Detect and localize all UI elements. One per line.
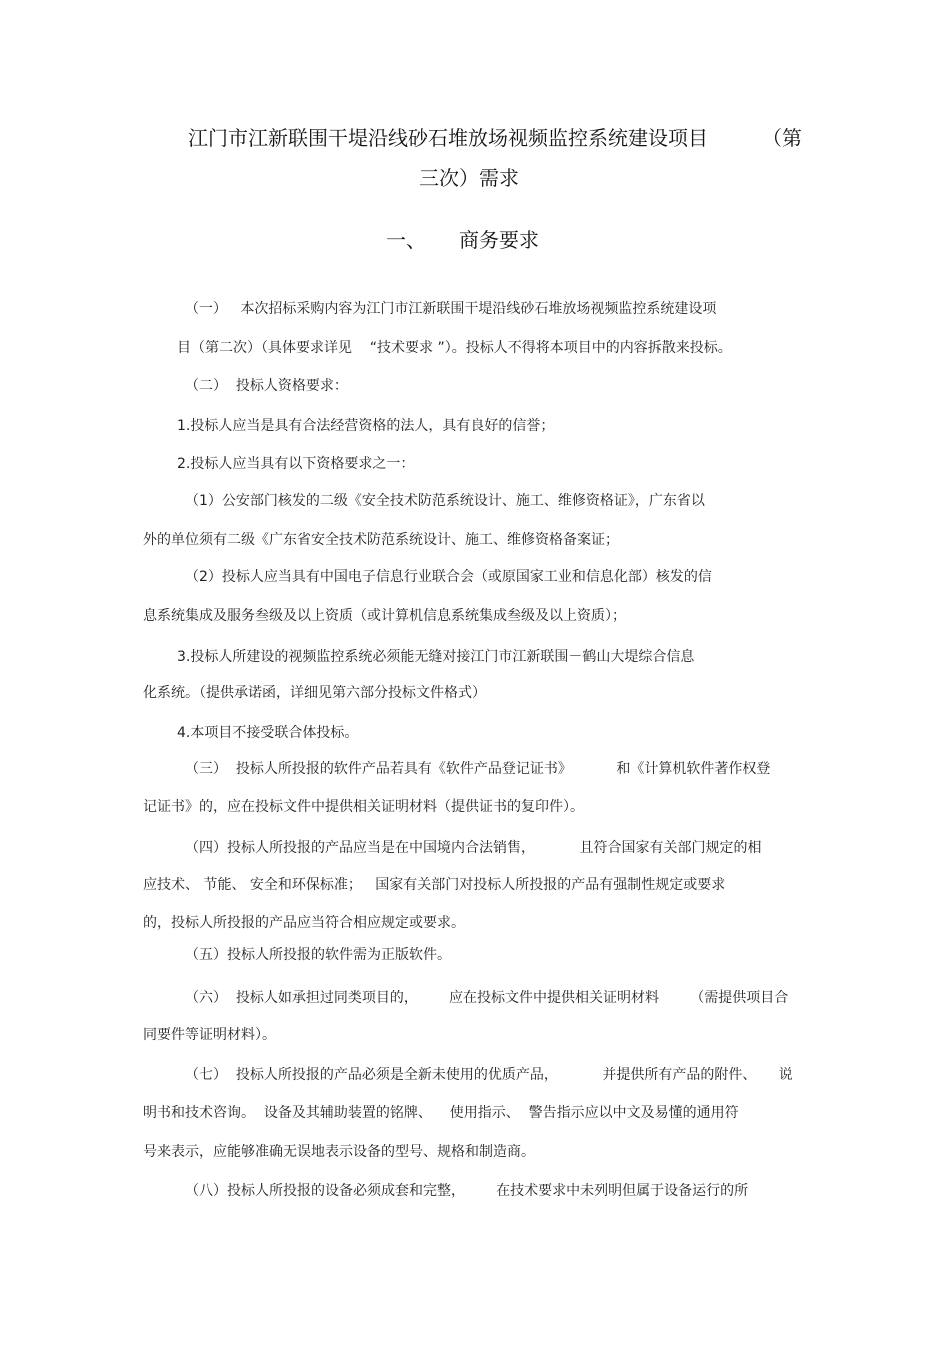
paragraph-line: （六） 投标人如承担过同类项目的， 应在投标文件中提供相关证明材料 （需提供项目合 xyxy=(185,990,789,1006)
paragraph-line: 应技术、 节能、 安全和环保标准； 国家有关部门对投标人所投报的产品有强制性规定或要求 xyxy=(143,877,726,893)
paragraph-line: 化系统。（提供承诺函，详细见第六部分投标文件格式） xyxy=(143,685,486,701)
paragraph-line: 2.投标人应当具有以下资格要求之一： xyxy=(177,456,415,472)
paragraph-line: 明书和技术咨询。 设备及其辅助装置的铭牌、 使用指示、 警告指示应以中文及易懂的通用符 xyxy=(143,1105,739,1121)
paragraph-line: 息系统集成及服务叁级及以上资质（或计算机信息系统集成叁级及以上资质）； xyxy=(143,608,626,624)
paragraph-line: （四）投标人所投报的产品应当是在中国境内合法销售， 且符合国家有关部门规定的相 xyxy=(185,840,762,856)
paragraph-line: （二） 投标人资格要求： xyxy=(185,378,348,394)
paragraph-line: （三） 投标人所投报的软件产品若具有《软件产品登记证书》 和《计算机软件著作权登 xyxy=(185,761,771,777)
section-number: 一、 xyxy=(386,228,426,252)
paragraph-line: （五）投标人所投报的软件需为正版软件。 xyxy=(185,947,451,963)
paragraph-line: （七） 投标人所投报的产品必须是全新未使用的优质产品， 并提供所有产品的附件、 说 xyxy=(185,1067,793,1083)
paragraph-line: （2）投标人应当具有中国电子信息行业联合会（或原国家工业和信息化部）核发的信 xyxy=(185,569,712,585)
paragraph-line: 1.投标人应当是具有合法经营资格的法人，具有良好的信誉； xyxy=(177,418,555,434)
paragraph-line: 号来表示，应能够准确无误地表示设备的型号、规格和制造商。 xyxy=(143,1144,535,1160)
paragraph-line: （一） 本次招标采购内容为江门市江新联围干堤沿线砂石堆放场视频监控系统建设项 xyxy=(185,301,717,317)
section-heading: 商务要求 xyxy=(459,228,539,252)
paragraph-line: 4.本项目不接受联合体投标。 xyxy=(177,725,359,741)
paragraph-line: （1）公安部门核发的二级《安全技术防范系统设计、施工、维修资格证》，广东省以 xyxy=(185,493,705,509)
paragraph-line: （八）投标人所投报的设备必须成套和完整， 在技术要求中未列明但属于设备运行的所 xyxy=(185,1183,749,1199)
document-title-line1: 江门市江新联围干堤沿线砂石堆放场视频监控系统建设项目 xyxy=(188,126,708,150)
paragraph-line: 3.投标人所建设的视频监控系统必须能无缝对接江门市江新联围－鹤山大堤综合信息 xyxy=(177,649,695,665)
paragraph-line: 同要件等证明材料）。 xyxy=(143,1027,276,1043)
paragraph-line: 目（第二次）（具体要求详见 “技术要求 ”）。投标人不得将本项目中的内容拆散来投标。 xyxy=(177,340,732,356)
paragraph-line: 记证书》的，应在投标文件中提供相关证明材料（提供证书的复印件）。 xyxy=(143,799,584,815)
document-title-line1-suffix: （第 xyxy=(762,126,802,150)
document-title-line2: 三次）需求 xyxy=(419,166,519,190)
paragraph-line: 的，投标人所投报的产品应当符合相应规定或要求。 xyxy=(143,915,465,931)
paragraph-line: 外的单位须有二级《广东省安全技术防范系统设计、施工、维修资格备案证； xyxy=(143,532,619,548)
